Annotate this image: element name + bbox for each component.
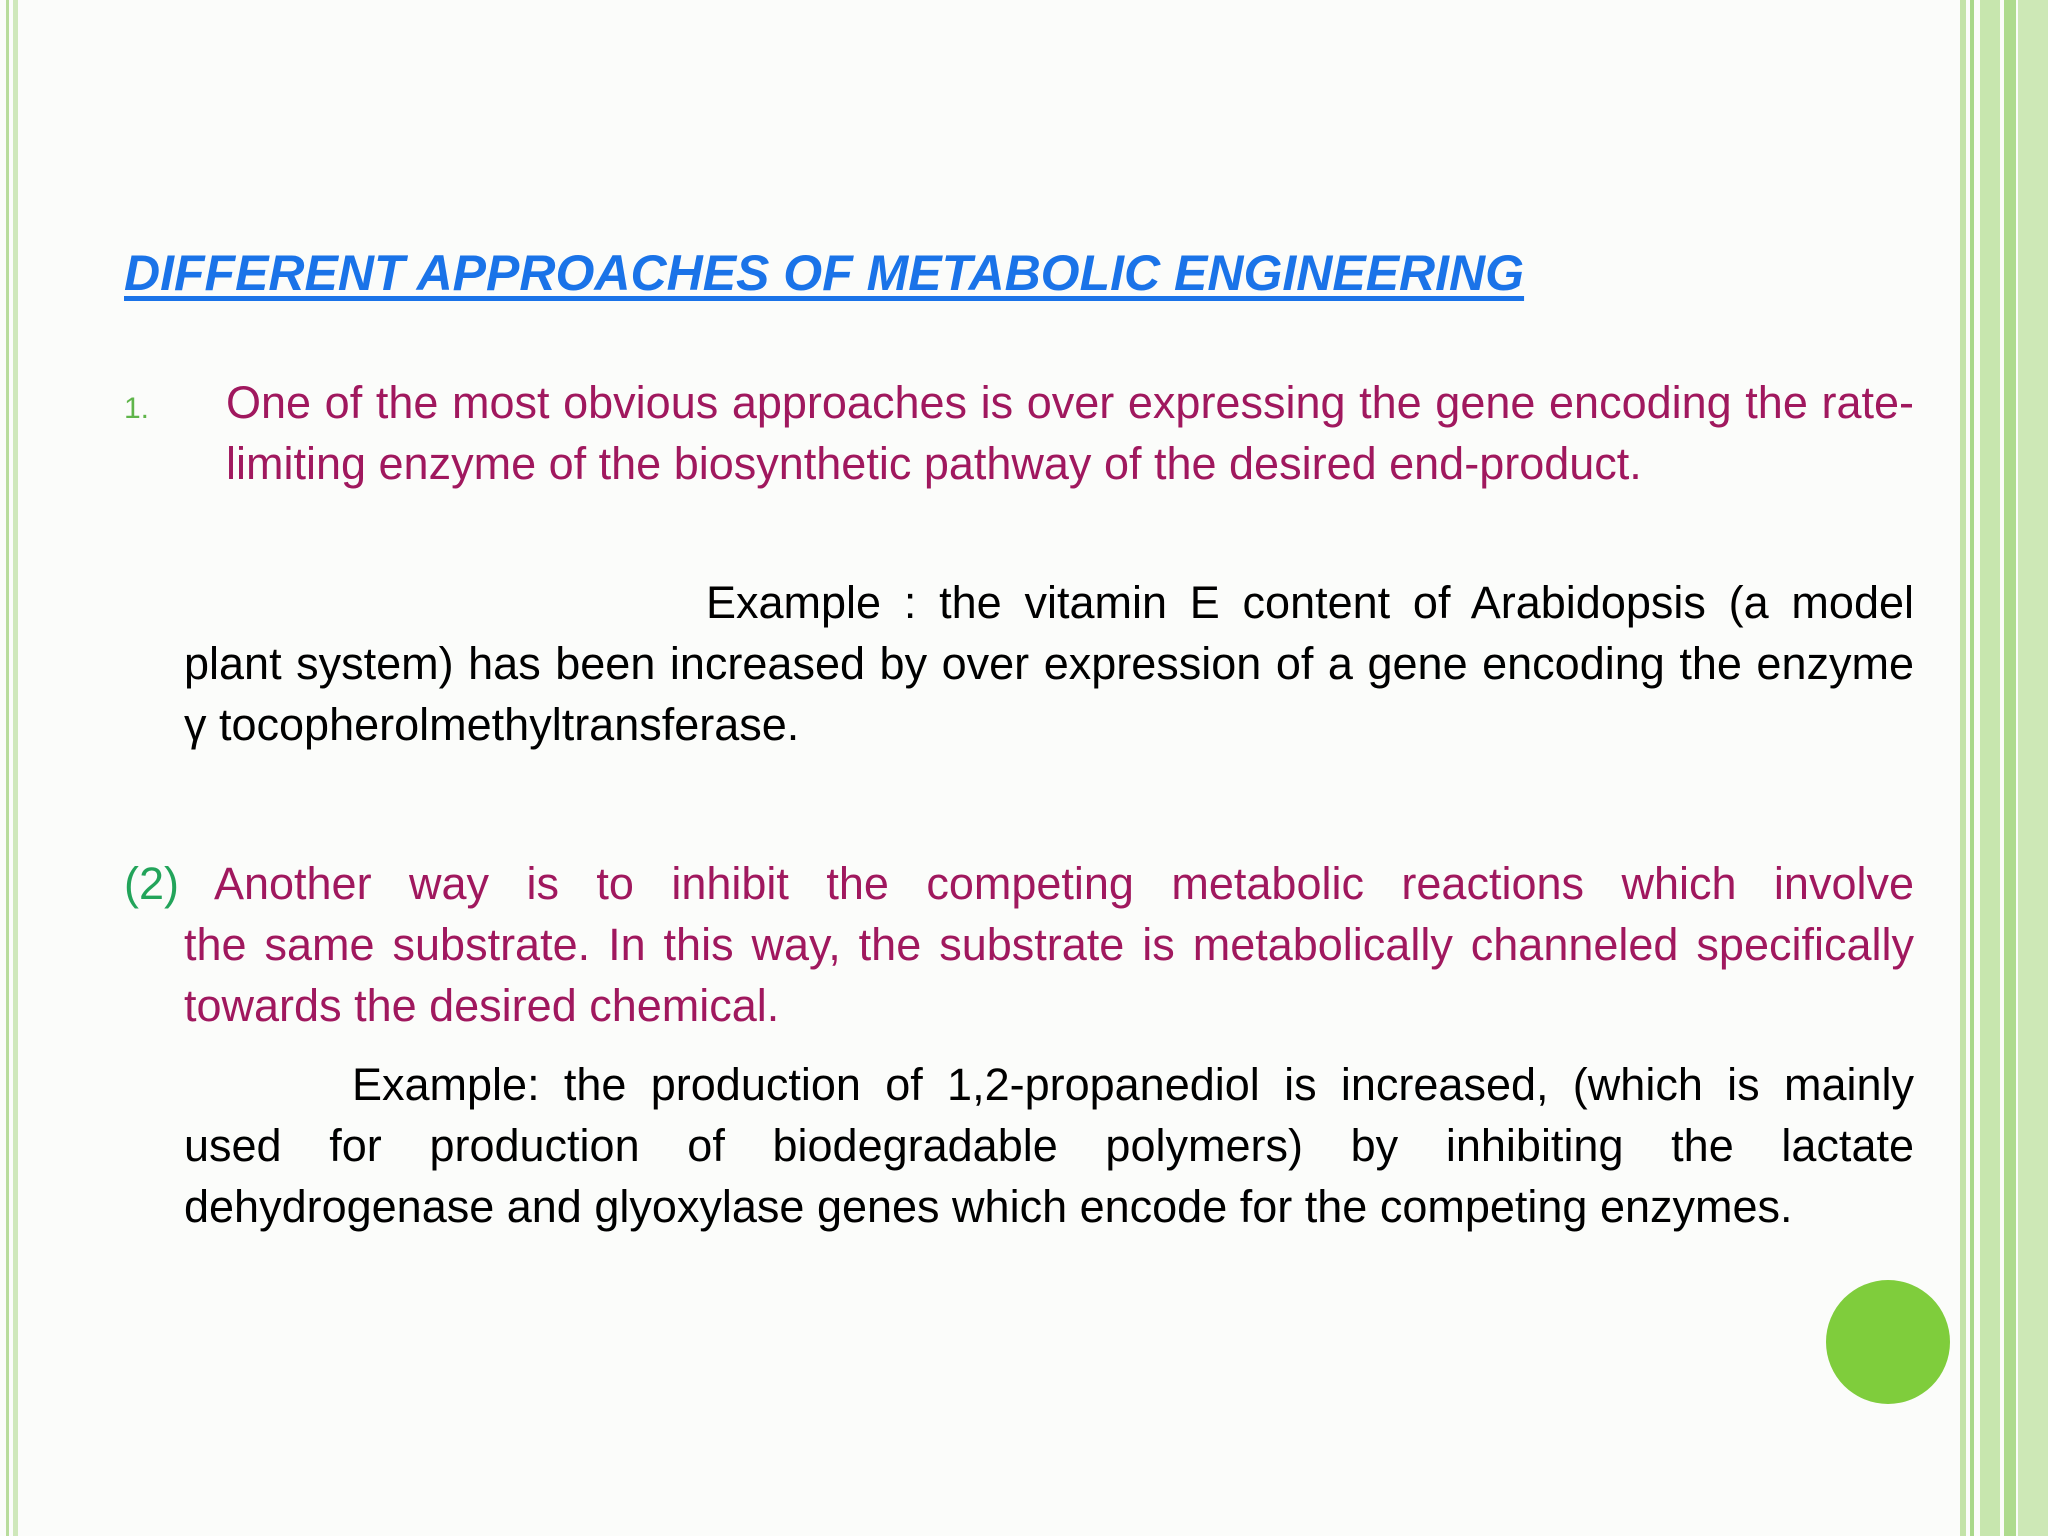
right-border-stripe bbox=[1960, 0, 1966, 1536]
point-1-example: Example : the vitamin E content of Arabidopsis (a model plant system) has been increased by over expression of a gene encoding the enzyme γ tocopherolmethyltransferase. bbox=[184, 577, 1914, 750]
point-2-text-line1: Another way is to inhibit the competing metabolic reactions which involve bbox=[179, 858, 1914, 909]
point-1-text: One of the most obvious approaches is over expressing the gene encoding the rate-limiting enzyme of the biosynthetic pathway of the desired end-product. bbox=[226, 377, 1914, 489]
left-border-line bbox=[6, 0, 9, 1536]
right-border-stripe bbox=[1980, 0, 2000, 1536]
point-1-marker: 1. bbox=[124, 392, 150, 425]
point-2-first-line bbox=[124, 853, 1914, 914]
point-2-marker: (2) bbox=[124, 858, 179, 909]
slide-title: DIFFERENT APPROACHES OF METABOLIC ENGINEERING bbox=[124, 245, 1525, 301]
point-2 bbox=[124, 853, 1914, 1036]
point-2-example: Example: the production of 1,2-propanediol is increased, (which is mainly used for production of biodegradable polymers) by inhibiting the lactate dehydrogenase and glyoxylase genes which encode for the competing enzymes. bbox=[184, 1059, 1914, 1232]
point-2-text-rest: the same substrate. In this way, the substrate is metabolically channeled specifically towards the desired chemical. bbox=[184, 919, 1914, 1031]
left-border-band bbox=[13, 0, 18, 1536]
decorative-circle bbox=[1826, 1280, 1950, 1404]
right-border-stripe bbox=[2004, 0, 2016, 1536]
right-border-stripe bbox=[1970, 0, 1974, 1536]
right-border-stripe bbox=[2018, 0, 2048, 1536]
